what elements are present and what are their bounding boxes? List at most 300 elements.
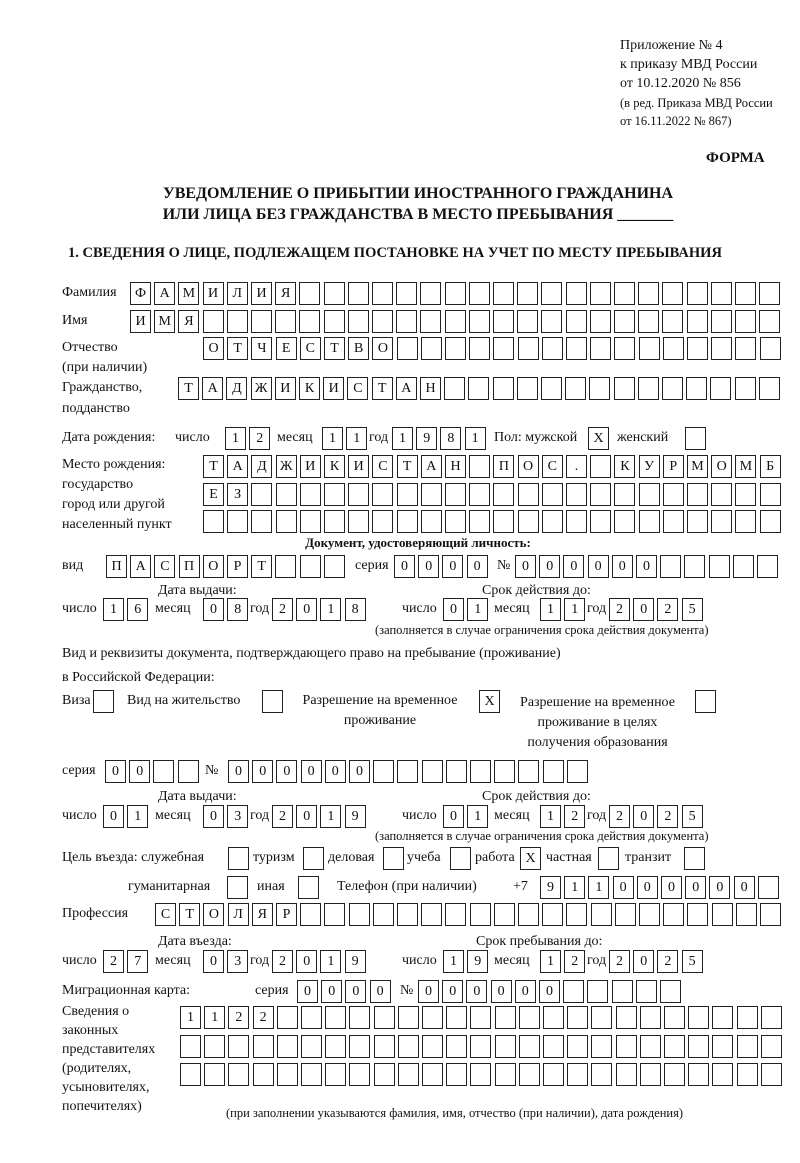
char-cell[interactable] <box>567 1035 588 1058</box>
char-cell[interactable] <box>640 1063 661 1086</box>
char-cell[interactable]: Б <box>760 455 781 478</box>
char-cell[interactable]: Я <box>252 903 273 926</box>
char-cell[interactable]: 0 <box>301 760 322 783</box>
char-cell[interactable]: 0 <box>442 555 463 578</box>
char-cell[interactable] <box>589 377 610 400</box>
char-cell[interactable] <box>567 1063 588 1086</box>
char-cell[interactable] <box>686 377 707 400</box>
char-cell[interactable] <box>301 1035 322 1058</box>
char-cell[interactable] <box>324 510 345 533</box>
char-cell[interactable] <box>757 555 778 578</box>
char-cell[interactable] <box>493 310 514 333</box>
char-cell[interactable] <box>759 310 780 333</box>
char-cell[interactable] <box>493 337 514 360</box>
char-cell[interactable]: 0 <box>633 805 654 828</box>
char-cell[interactable]: Ф <box>130 282 151 305</box>
char-cell[interactable] <box>420 282 441 305</box>
char-cell[interactable]: 0 <box>442 980 463 1003</box>
char-cell[interactable]: 2 <box>272 598 293 621</box>
char-cell[interactable] <box>566 510 587 533</box>
char-cell[interactable]: Д <box>226 377 247 400</box>
char-cell[interactable] <box>614 483 635 506</box>
char-cell[interactable] <box>493 483 514 506</box>
char-cell[interactable]: С <box>372 455 393 478</box>
char-cell[interactable] <box>450 847 471 870</box>
char-cell[interactable] <box>300 903 321 926</box>
char-cell[interactable] <box>276 483 297 506</box>
char-cell[interactable] <box>758 876 779 899</box>
char-cell[interactable] <box>374 1063 395 1086</box>
char-cell[interactable]: 0 <box>466 980 487 1003</box>
char-cell[interactable]: 5 <box>682 805 703 828</box>
char-cell[interactable] <box>494 903 515 926</box>
char-cell[interactable]: М <box>178 282 199 305</box>
char-cell[interactable] <box>709 555 730 578</box>
char-cell[interactable]: Т <box>179 903 200 926</box>
char-cell[interactable] <box>298 876 319 899</box>
char-cell[interactable]: 0 <box>612 555 633 578</box>
char-cell[interactable]: О <box>203 337 224 360</box>
char-cell[interactable]: И <box>323 377 344 400</box>
char-cell[interactable] <box>639 510 660 533</box>
char-cell[interactable] <box>325 1063 346 1086</box>
char-cell[interactable]: 1 <box>320 598 341 621</box>
char-cell[interactable] <box>227 310 248 333</box>
char-cell[interactable] <box>324 555 345 578</box>
char-cell[interactable] <box>422 1063 443 1086</box>
char-cell[interactable]: 1 <box>443 950 464 973</box>
char-cell[interactable]: 8 <box>440 427 461 450</box>
char-cell[interactable] <box>93 690 114 713</box>
char-cell[interactable] <box>662 310 683 333</box>
char-cell[interactable] <box>711 337 732 360</box>
char-cell[interactable]: 0 <box>467 555 488 578</box>
char-cell[interactable] <box>180 1063 201 1086</box>
char-cell[interactable]: И <box>348 455 369 478</box>
char-cell[interactable]: С <box>155 903 176 926</box>
char-cell[interactable]: Т <box>324 337 345 360</box>
char-cell[interactable]: 0 <box>633 598 654 621</box>
char-cell[interactable] <box>397 337 418 360</box>
char-cell[interactable]: И <box>251 282 272 305</box>
char-cell[interactable]: 1 <box>467 598 488 621</box>
char-cell[interactable] <box>374 1006 395 1029</box>
char-cell[interactable] <box>640 1006 661 1029</box>
char-cell[interactable]: У <box>639 455 660 478</box>
char-cell[interactable] <box>590 310 611 333</box>
char-cell[interactable]: 0 <box>296 598 317 621</box>
char-cell[interactable]: Н <box>420 377 441 400</box>
char-cell[interactable] <box>396 310 417 333</box>
char-cell[interactable]: 2 <box>272 950 293 973</box>
char-cell[interactable] <box>567 1006 588 1029</box>
char-cell[interactable] <box>398 1063 419 1086</box>
char-cell[interactable]: 1 <box>180 1006 201 1029</box>
char-cell[interactable] <box>737 1035 758 1058</box>
char-cell[interactable]: 9 <box>467 950 488 973</box>
char-cell[interactable] <box>349 1006 370 1029</box>
char-cell[interactable] <box>422 1035 443 1058</box>
char-cell[interactable] <box>495 1006 516 1029</box>
char-cell[interactable] <box>518 760 539 783</box>
char-cell[interactable]: Н <box>445 455 466 478</box>
char-cell[interactable] <box>444 377 465 400</box>
char-cell[interactable] <box>203 310 224 333</box>
char-cell[interactable] <box>276 510 297 533</box>
char-cell[interactable]: 0 <box>203 598 224 621</box>
char-cell[interactable] <box>684 847 705 870</box>
char-cell[interactable] <box>543 1063 564 1086</box>
char-cell[interactable] <box>712 1035 733 1058</box>
char-cell[interactable]: И <box>203 282 224 305</box>
char-cell[interactable] <box>518 483 539 506</box>
char-cell[interactable]: Л <box>228 903 249 926</box>
char-cell[interactable] <box>446 1035 467 1058</box>
char-cell[interactable] <box>494 760 515 783</box>
char-cell[interactable]: 0 <box>418 980 439 1003</box>
char-cell[interactable]: 2 <box>249 427 270 450</box>
char-cell[interactable] <box>446 760 467 783</box>
char-cell[interactable]: М <box>154 310 175 333</box>
char-cell[interactable]: И <box>275 377 296 400</box>
char-cell[interactable]: 0 <box>515 980 536 1003</box>
char-cell[interactable]: 0 <box>637 876 658 899</box>
char-cell[interactable] <box>736 903 757 926</box>
char-cell[interactable] <box>615 903 636 926</box>
char-cell[interactable] <box>614 310 635 333</box>
char-cell[interactable] <box>711 282 732 305</box>
char-cell[interactable] <box>614 282 635 305</box>
char-cell[interactable] <box>493 510 514 533</box>
char-cell[interactable] <box>251 510 272 533</box>
char-cell[interactable] <box>541 282 562 305</box>
char-cell[interactable]: 2 <box>609 950 630 973</box>
char-cell[interactable] <box>349 1035 370 1058</box>
char-cell[interactable] <box>735 377 756 400</box>
char-cell[interactable]: 1 <box>588 876 609 899</box>
char-cell[interactable]: 1 <box>540 950 561 973</box>
char-cell[interactable] <box>566 337 587 360</box>
char-cell[interactable] <box>664 1006 685 1029</box>
char-cell[interactable] <box>640 1035 661 1058</box>
char-cell[interactable]: 1 <box>346 427 367 450</box>
char-cell[interactable] <box>660 555 681 578</box>
char-cell[interactable] <box>566 483 587 506</box>
char-cell[interactable] <box>663 903 684 926</box>
char-cell[interactable] <box>663 337 684 360</box>
char-cell[interactable]: 8 <box>345 598 366 621</box>
char-cell[interactable] <box>469 510 490 533</box>
char-cell[interactable] <box>761 1063 782 1086</box>
char-cell[interactable]: С <box>154 555 175 578</box>
char-cell[interactable]: 1 <box>320 805 341 828</box>
char-cell[interactable]: Е <box>203 483 224 506</box>
char-cell[interactable]: Ч <box>251 337 272 360</box>
char-cell[interactable] <box>587 980 608 1003</box>
char-cell[interactable] <box>636 980 657 1003</box>
char-cell[interactable] <box>469 455 490 478</box>
char-cell[interactable]: Т <box>397 455 418 478</box>
char-cell[interactable]: 0 <box>276 760 297 783</box>
char-cell[interactable]: 2 <box>657 950 678 973</box>
char-cell[interactable]: 0 <box>370 980 391 1003</box>
char-cell[interactable]: С <box>347 377 368 400</box>
char-cell[interactable] <box>519 1063 540 1086</box>
char-cell[interactable]: X <box>588 427 609 450</box>
char-cell[interactable] <box>616 1006 637 1029</box>
char-cell[interactable] <box>299 310 320 333</box>
char-cell[interactable] <box>397 510 418 533</box>
char-cell[interactable] <box>277 1063 298 1086</box>
char-cell[interactable]: 9 <box>345 805 366 828</box>
char-cell[interactable] <box>687 282 708 305</box>
char-cell[interactable] <box>688 1035 709 1058</box>
char-cell[interactable]: О <box>203 903 224 926</box>
char-cell[interactable]: О <box>711 455 732 478</box>
char-cell[interactable] <box>445 282 466 305</box>
char-cell[interactable] <box>253 1035 274 1058</box>
char-cell[interactable] <box>251 483 272 506</box>
char-cell[interactable] <box>324 282 345 305</box>
char-cell[interactable] <box>517 310 538 333</box>
char-cell[interactable]: 2 <box>564 805 585 828</box>
char-cell[interactable]: 5 <box>682 598 703 621</box>
char-cell[interactable]: 0 <box>633 950 654 973</box>
char-cell[interactable]: А <box>130 555 151 578</box>
char-cell[interactable] <box>543 1035 564 1058</box>
char-cell[interactable]: Р <box>227 555 248 578</box>
char-cell[interactable] <box>373 760 394 783</box>
char-cell[interactable] <box>470 1006 491 1029</box>
char-cell[interactable] <box>687 310 708 333</box>
char-cell[interactable]: Р <box>663 455 684 478</box>
char-cell[interactable] <box>303 847 324 870</box>
char-cell[interactable] <box>277 1035 298 1058</box>
char-cell[interactable] <box>275 555 296 578</box>
char-cell[interactable]: 1 <box>204 1006 225 1029</box>
char-cell[interactable] <box>638 377 659 400</box>
char-cell[interactable] <box>687 483 708 506</box>
char-cell[interactable] <box>591 903 612 926</box>
char-cell[interactable] <box>262 690 283 713</box>
char-cell[interactable] <box>372 483 393 506</box>
char-cell[interactable] <box>543 760 564 783</box>
char-cell[interactable]: 0 <box>443 805 464 828</box>
char-cell[interactable]: X <box>520 847 541 870</box>
char-cell[interactable] <box>421 337 442 360</box>
char-cell[interactable] <box>541 310 562 333</box>
char-cell[interactable] <box>349 903 370 926</box>
char-cell[interactable]: 2 <box>657 805 678 828</box>
char-cell[interactable] <box>374 1035 395 1058</box>
char-cell[interactable] <box>519 1035 540 1058</box>
char-cell[interactable] <box>397 903 418 926</box>
char-cell[interactable] <box>493 282 514 305</box>
char-cell[interactable]: П <box>493 455 514 478</box>
char-cell[interactable] <box>687 903 708 926</box>
char-cell[interactable] <box>710 377 731 400</box>
char-cell[interactable]: А <box>202 377 223 400</box>
char-cell[interactable] <box>421 903 442 926</box>
char-cell[interactable]: X <box>479 690 500 713</box>
char-cell[interactable] <box>639 337 660 360</box>
char-cell[interactable]: Т <box>251 555 272 578</box>
char-cell[interactable]: Ж <box>276 455 297 478</box>
char-cell[interactable]: А <box>421 455 442 478</box>
char-cell[interactable] <box>203 510 224 533</box>
char-cell[interactable] <box>446 1063 467 1086</box>
char-cell[interactable]: 9 <box>540 876 561 899</box>
char-cell[interactable] <box>590 337 611 360</box>
char-cell[interactable] <box>383 847 404 870</box>
char-cell[interactable]: М <box>687 455 708 478</box>
char-cell[interactable] <box>760 483 781 506</box>
char-cell[interactable] <box>712 1063 733 1086</box>
char-cell[interactable] <box>227 510 248 533</box>
char-cell[interactable]: О <box>518 455 539 478</box>
char-cell[interactable] <box>469 483 490 506</box>
char-cell[interactable] <box>733 555 754 578</box>
char-cell[interactable] <box>566 282 587 305</box>
char-cell[interactable] <box>566 903 587 926</box>
char-cell[interactable] <box>662 377 683 400</box>
char-cell[interactable] <box>299 282 320 305</box>
char-cell[interactable]: 2 <box>609 598 630 621</box>
char-cell[interactable]: Л <box>227 282 248 305</box>
char-cell[interactable] <box>518 337 539 360</box>
char-cell[interactable]: 0 <box>563 555 584 578</box>
char-cell[interactable]: К <box>299 377 320 400</box>
char-cell[interactable] <box>590 510 611 533</box>
char-cell[interactable]: З <box>227 483 248 506</box>
char-cell[interactable]: 0 <box>588 555 609 578</box>
char-cell[interactable]: К <box>614 455 635 478</box>
char-cell[interactable]: Д <box>251 455 272 478</box>
char-cell[interactable] <box>470 760 491 783</box>
char-cell[interactable] <box>348 282 369 305</box>
char-cell[interactable] <box>735 337 756 360</box>
char-cell[interactable] <box>300 483 321 506</box>
char-cell[interactable] <box>684 555 705 578</box>
char-cell[interactable]: 0 <box>228 760 249 783</box>
char-cell[interactable] <box>711 310 732 333</box>
char-cell[interactable]: 0 <box>296 950 317 973</box>
char-cell[interactable] <box>737 1063 758 1086</box>
char-cell[interactable] <box>325 1035 346 1058</box>
char-cell[interactable]: 2 <box>228 1006 249 1029</box>
char-cell[interactable]: 2 <box>609 805 630 828</box>
char-cell[interactable]: 2 <box>657 598 678 621</box>
char-cell[interactable] <box>711 483 732 506</box>
char-cell[interactable]: 0 <box>325 760 346 783</box>
char-cell[interactable] <box>614 377 635 400</box>
char-cell[interactable] <box>712 1006 733 1029</box>
char-cell[interactable] <box>590 282 611 305</box>
char-cell[interactable]: 0 <box>297 980 318 1003</box>
char-cell[interactable] <box>204 1063 225 1086</box>
char-cell[interactable] <box>372 510 393 533</box>
char-cell[interactable] <box>591 1063 612 1086</box>
char-cell[interactable] <box>445 483 466 506</box>
char-cell[interactable] <box>591 1006 612 1029</box>
char-cell[interactable] <box>759 282 780 305</box>
char-cell[interactable]: О <box>203 555 224 578</box>
char-cell[interactable]: П <box>179 555 200 578</box>
char-cell[interactable] <box>348 310 369 333</box>
char-cell[interactable] <box>469 337 490 360</box>
char-cell[interactable] <box>685 427 706 450</box>
char-cell[interactable]: 0 <box>103 805 124 828</box>
char-cell[interactable]: 1 <box>467 805 488 828</box>
char-cell[interactable] <box>396 282 417 305</box>
char-cell[interactable]: 0 <box>636 555 657 578</box>
char-cell[interactable] <box>542 903 563 926</box>
char-cell[interactable] <box>542 510 563 533</box>
char-cell[interactable] <box>178 760 199 783</box>
char-cell[interactable]: 0 <box>203 805 224 828</box>
char-cell[interactable]: 8 <box>227 598 248 621</box>
char-cell[interactable] <box>688 1063 709 1086</box>
char-cell[interactable] <box>422 760 443 783</box>
char-cell[interactable]: 0 <box>709 876 730 899</box>
char-cell[interactable]: 1 <box>540 598 561 621</box>
char-cell[interactable] <box>420 310 441 333</box>
char-cell[interactable] <box>421 483 442 506</box>
char-cell[interactable] <box>688 1006 709 1029</box>
char-cell[interactable] <box>759 377 780 400</box>
char-cell[interactable]: Т <box>372 377 393 400</box>
char-cell[interactable] <box>398 1035 419 1058</box>
char-cell[interactable] <box>541 377 562 400</box>
char-cell[interactable] <box>421 510 442 533</box>
char-cell[interactable] <box>275 310 296 333</box>
char-cell[interactable]: 0 <box>539 555 560 578</box>
char-cell[interactable]: 0 <box>613 876 634 899</box>
char-cell[interactable]: 9 <box>416 427 437 450</box>
char-cell[interactable] <box>663 510 684 533</box>
char-cell[interactable]: С <box>300 337 321 360</box>
char-cell[interactable]: В <box>348 337 369 360</box>
char-cell[interactable]: 2 <box>564 950 585 973</box>
char-cell[interactable]: 1 <box>465 427 486 450</box>
char-cell[interactable] <box>612 980 633 1003</box>
char-cell[interactable] <box>664 1035 685 1058</box>
char-cell[interactable] <box>761 1035 782 1058</box>
char-cell[interactable] <box>735 483 756 506</box>
char-cell[interactable]: 0 <box>685 876 706 899</box>
char-cell[interactable] <box>253 1063 274 1086</box>
char-cell[interactable] <box>664 1063 685 1086</box>
char-cell[interactable] <box>397 483 418 506</box>
char-cell[interactable]: Т <box>203 455 224 478</box>
char-cell[interactable] <box>638 282 659 305</box>
char-cell[interactable] <box>445 310 466 333</box>
char-cell[interactable]: Р <box>276 903 297 926</box>
char-cell[interactable] <box>565 377 586 400</box>
char-cell[interactable]: 1 <box>564 598 585 621</box>
char-cell[interactable] <box>469 282 490 305</box>
char-cell[interactable]: Т <box>178 377 199 400</box>
char-cell[interactable] <box>590 455 611 478</box>
char-cell[interactable] <box>372 282 393 305</box>
char-cell[interactable] <box>638 310 659 333</box>
char-cell[interactable] <box>737 1006 758 1029</box>
char-cell[interactable] <box>300 510 321 533</box>
char-cell[interactable]: 0 <box>418 555 439 578</box>
char-cell[interactable] <box>301 1006 322 1029</box>
char-cell[interactable] <box>445 337 466 360</box>
char-cell[interactable]: С <box>542 455 563 478</box>
